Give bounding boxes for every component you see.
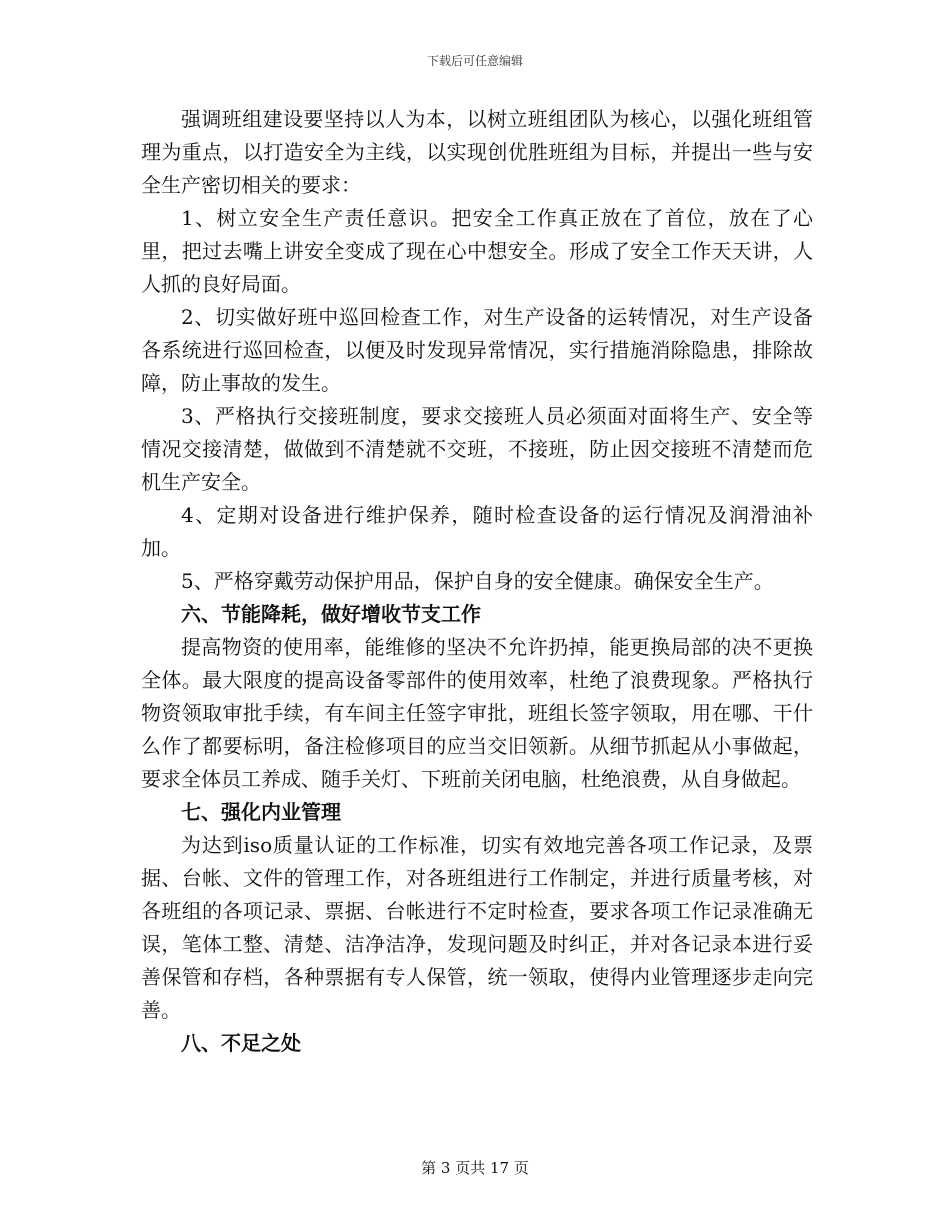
document-body (141, 103, 813, 1060)
section-heading: 七、强化内业管理 (181, 800, 341, 824)
paragraph: 3、严格执行交接班制度，要求交接班人员必须面对面将生产、安全等情况交接清楚，做做到不清楚就不交班，不接班，防止因交接班不清楚而危机生产安全。 (141, 404, 813, 494)
paragraph: 1、树立安全生产责任意识。把安全工作真正放在了首位，放在了心里，把过去嘴上讲安全变成了现在心中想安全。形成了安全工作天天讲，人人抓的良好局面。 (141, 206, 813, 296)
paragraph: 为达到iso质量认证的工作标准，切实有效地完善各项工作记录，及票据、台帐、文件的管理工作，对各班组进行工作制定，并进行质量考核，对各班组的各项记录、票据、台帐进行不定时检查，要求各项工作记录准确无误，笔体工整、清楚、洁净洁净，发现问题及时纠正，并对各记录本进行妥善保管和存档，各种票据有专人保管，统一领取，使得内业管理逐步走向完善。 (141, 833, 813, 1022)
section-heading: 八、不足之处 (181, 1031, 301, 1055)
paragraph: 4、定期对设备进行维护保养，随时检查设备的运行情况及润滑油补加。 (141, 503, 813, 560)
paragraph: 强调班组建设要坚持以人为本，以树立班组团队为核心，以强化班组管理为重点，以打造安全为主线，以实现创优胜班组为目标，并提出一些与安全生产密切相关的要求： (141, 107, 813, 197)
paragraph: 5、严格穿戴劳动保护用品，保护自身的安全健康。确保安全生产。 (181, 569, 774, 593)
paragraph: 2、切实做好班中巡回检查工作，对生产设备的运转情况，对生产设备各系统进行巡回检查，以便及时发现异常情况，实行措施消除隐患，排除故障，防止事故的发生。 (141, 305, 813, 395)
section-heading: 六、节能降耗，做好增收节支工作 (181, 602, 481, 626)
page-header: 下载后可任意编辑 (426, 54, 523, 68)
page-footer: 第 3 页共 17 页 (421, 1159, 529, 1177)
paragraph: 提高物资的使用率，能维修的坚决不允许扔掉，能更换局部的决不更换全体。最大限度的提高设备零部件的使用效率，杜绝了浪费现象。严格执行物资领取审批手续，有车间主任签字审批，班组长签字领取，用在哪、干什么作了都要标明，备注检修项目的应当交旧领新。从细节抓起从小事做起，要求全体员工养成、随手关灯、下班前关闭电脑，杜绝浪费，从自身做起。 (141, 635, 813, 791)
